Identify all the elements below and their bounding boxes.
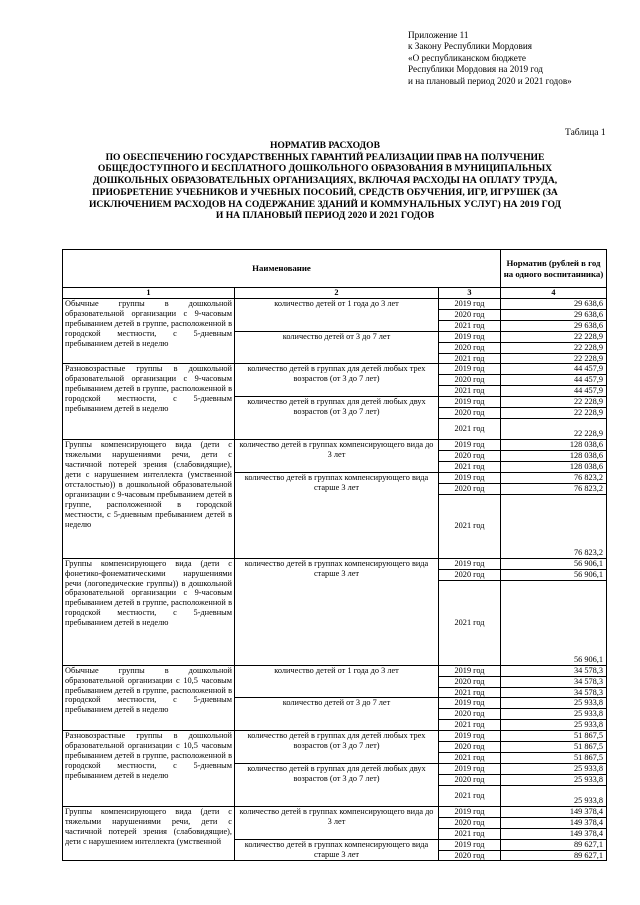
group-name: Группы компенсирующего вида (дети с тяжелыми нарушениями речи, дети с частичной потерей зрения (слабовидящие), дети с нарушением интеллекта (умственной отсталостью)) в дошкольной образовательной организации с 9-часовым пребыванием детей в группе, расположенной в городской местности, с 5-дневным пребыванием детей в неделю — [63, 440, 235, 558]
category-cell: количество детей в группах компенсирующего вида старше 3 лет — [235, 472, 439, 558]
category-cell: количество детей в группах для детей любых трех возрастов (от 3 до 7 лет) — [235, 731, 439, 764]
value-cell: 25 933,8 — [501, 698, 607, 709]
header-row — [63, 250, 607, 288]
year-cell: 2019 год — [439, 806, 501, 817]
year-cell: 2020 год — [439, 451, 501, 462]
title-line: ПРИОБРЕТЕНИЕ УЧЕБНИКОВ И УЧЕБНЫХ ПОСОБИЙ, СРЕДСТВ ОБУЧЕНИЯ, ИГР, ИГРУШЕК (ЗА — [92, 186, 558, 198]
year-cell: 2021 год — [439, 828, 501, 839]
year-cell: 2021 год — [439, 752, 501, 763]
value-cell: 25 933,8 — [501, 720, 607, 731]
year-cell: 2021 год — [439, 785, 501, 806]
appendix-line: «О республиканском бюджете — [408, 52, 526, 63]
table-number: Таблица 1 — [565, 128, 606, 138]
value-cell: 76 823,2 — [501, 494, 607, 558]
value-cell: 44 457,9 — [501, 386, 607, 397]
year-cell: 2020 год — [439, 309, 501, 320]
title-line: И НА ПЛАНОВЫЙ ПЕРИОД 2020 И 2021 ГОДОВ — [215, 210, 435, 222]
column-number: 3 — [439, 288, 501, 299]
value-cell: 89 627,1 — [501, 850, 607, 861]
category-cell: количество детей в группах для детей любых трех возрастов (от 3 до 7 лет) — [235, 364, 439, 397]
value-cell: 29 638,6 — [501, 320, 607, 331]
value-cell: 22 228,9 — [501, 353, 607, 364]
table-row — [63, 665, 607, 676]
year-cell: 2019 год — [439, 440, 501, 451]
year-cell: 2021 год — [439, 418, 501, 439]
year-cell: 2020 год — [439, 774, 501, 785]
value-cell: 34 578,3 — [501, 665, 607, 676]
year-cell: 2021 год — [439, 687, 501, 698]
appendix-note — [408, 30, 572, 87]
value-cell: 25 933,8 — [501, 763, 607, 774]
value-cell: 25 933,8 — [501, 785, 607, 806]
year-cell: 2020 год — [439, 709, 501, 720]
year-cell: 2020 год — [439, 676, 501, 687]
category-cell: количество детей от 3 до 7 лет — [235, 698, 439, 731]
group-name: Обычные группы в дошкольной образовательной организации с 10,5 часовым пребыванием детей в группе, расположенной в городской местности, с 5-дневным пребыванием детей в неделю — [63, 665, 235, 730]
header-name: Наименование — [63, 250, 501, 288]
year-cell: 2021 год — [439, 720, 501, 731]
year-cell: 2019 год — [439, 472, 501, 483]
year-cell: 2021 год — [439, 462, 501, 473]
value-cell: 128 038,6 — [501, 451, 607, 462]
title-line: НОРМАТИВ РАСХОДОВ — [269, 140, 381, 151]
year-cell: 2020 год — [439, 483, 501, 494]
title-line: ОБЩЕДОСТУПНОГО И БЕСПЛАТНОГО ДОШКОЛЬНОГО ОБРАЗОВАНИЯ В МУНИЦИПАЛЬНЫХ — [97, 163, 553, 175]
value-cell: 22 228,9 — [501, 418, 607, 439]
value-cell: 51 867,5 — [501, 731, 607, 742]
year-cell: 2020 год — [439, 850, 501, 861]
year-cell: 2020 год — [439, 375, 501, 386]
value-cell: 22 228,9 — [501, 342, 607, 353]
value-cell: 44 457,9 — [501, 375, 607, 386]
year-cell: 2021 год — [439, 320, 501, 331]
header-norm: Норматив (рублей в год на одного воспитанника) — [501, 250, 607, 288]
value-cell: 22 228,9 — [501, 408, 607, 419]
category-cell: количество детей от 3 до 7 лет — [235, 331, 439, 364]
group-name: Разновозрастные группы в дошкольной образовательной организации с 9-часовым пребыванием детей в группе, расположенной в городской местности, с 5-дневным пребыванием детей в неделю — [63, 364, 235, 440]
value-cell: 22 228,9 — [501, 397, 607, 408]
category-cell: количество детей в группах компенсирующего вида старше 3 лет — [235, 558, 439, 665]
year-cell: 2020 год — [439, 742, 501, 753]
year-cell: 2021 год — [439, 353, 501, 364]
year-cell: 2019 год — [439, 665, 501, 676]
value-cell: 34 578,3 — [501, 687, 607, 698]
value-cell: 76 823,2 — [501, 472, 607, 483]
document-title — [40, 140, 610, 222]
column-number: 2 — [235, 288, 439, 299]
table-row — [63, 440, 607, 451]
title-line: ДОШКОЛЬНЫХ ОБРАЗОВАТЕЛЬНЫХ ОРГАНИЗАЦИЯХ, ВКЛЮЧАЯ РАСХОДЫ НА ОПЛАТУ ТРУДА, — [92, 175, 558, 187]
column-number: 4 — [501, 288, 607, 299]
year-cell: 2019 год — [439, 698, 501, 709]
year-cell: 2020 год — [439, 342, 501, 353]
group-name: Группы компенсирующего вида (дети с тяжелыми нарушениями речи, дети с частичной потерей зрения (слабовидящие), дети с нарушением интеллекта (умственной — [63, 806, 235, 861]
year-cell: 2019 год — [439, 364, 501, 375]
year-cell: 2020 год — [439, 569, 501, 580]
value-cell: 89 627,1 — [501, 839, 607, 850]
year-cell: 2019 год — [439, 558, 501, 569]
appendix-line: к Закону Республики Мордовия — [408, 41, 532, 52]
year-cell: 2020 год — [439, 817, 501, 828]
column-numbers-row — [63, 288, 607, 299]
table-row — [63, 731, 607, 742]
column-number: 1 — [63, 288, 235, 299]
value-cell: 34 578,3 — [501, 676, 607, 687]
value-cell: 56 906,1 — [501, 569, 607, 580]
value-cell: 22 228,9 — [501, 331, 607, 342]
table-row — [63, 364, 607, 375]
year-cell: 2021 год — [439, 386, 501, 397]
value-cell: 76 823,2 — [501, 483, 607, 494]
appendix-line: Республики Мордовия на 2019 год — [408, 64, 543, 75]
appendix-line: Приложение 11 — [408, 30, 469, 40]
category-cell: количество детей в группах компенсирующего вида старше 3 лет — [235, 839, 439, 861]
year-cell: 2019 год — [439, 763, 501, 774]
year-cell: 2019 год — [439, 839, 501, 850]
year-cell: 2020 год — [439, 408, 501, 419]
year-cell: 2021 год — [439, 580, 501, 665]
value-cell: 51 867,5 — [501, 742, 607, 753]
category-cell: количество детей в группах компенсирующего вида до 3 лет — [235, 440, 439, 473]
group-name: Группы компенсирующего вида (дети с фонетико-фонематическими нарушениями речи (логопедические группы)) в дошкольной образовательной организации с 9-часовым пребыванием детей в группе, расположенной в городской местности, с 5-дневным пребыванием детей в неделю — [63, 558, 235, 665]
category-cell: количество детей в группах для детей любых двух возрастов (от 3 до 7 лет) — [235, 397, 439, 440]
category-cell: количество детей в группах компенсирующего вида до 3 лет — [235, 806, 439, 839]
group-name: Обычные группы в дошкольной образовательной организации с 9-часовым пребыванием детей в группе, расположенной в городской местности, с 5-дневным пребыванием детей в неделю — [63, 299, 235, 364]
value-cell: 56 906,1 — [501, 580, 607, 665]
year-cell: 2019 год — [439, 331, 501, 342]
title-line: ПО ОБЕСПЕЧЕНИЮ ГОСУДАРСТВЕННЫХ ГАРАНТИЙ РЕАЛИЗАЦИИ ПРАВ НА ПОЛУЧЕНИЕ — [105, 151, 545, 163]
year-cell: 2021 год — [439, 494, 501, 558]
category-cell: количество детей от 1 года до 3 лет — [235, 665, 439, 698]
value-cell: 25 933,8 — [501, 774, 607, 785]
value-cell: 128 038,6 — [501, 440, 607, 451]
category-cell: количество детей от 1 года до 3 лет — [235, 299, 439, 332]
appendix-line: и на плановый период 2020 и 2021 годов» — [408, 75, 572, 86]
value-cell: 128 038,6 — [501, 462, 607, 473]
norm-table — [62, 249, 607, 861]
table-row — [63, 806, 607, 817]
value-cell: 29 638,6 — [501, 299, 607, 310]
value-cell: 149 378,4 — [501, 806, 607, 817]
value-cell: 51 867,5 — [501, 752, 607, 763]
year-cell: 2019 год — [439, 731, 501, 742]
value-cell: 149 378,4 — [501, 817, 607, 828]
title-line: ИСКЛЮЧЕНИЕМ РАСХОДОВ НА СОДЕРЖАНИЕ ЗДАНИЙ И КОММУНАЛЬНЫХ УСЛУГ) НА 2019 ГОД — [88, 198, 562, 210]
value-cell: 25 933,8 — [501, 709, 607, 720]
year-cell: 2019 год — [439, 397, 501, 408]
year-cell: 2019 год — [439, 299, 501, 310]
category-cell: количество детей в группах для детей любых двух возрастов (от 3 до 7 лет) — [235, 763, 439, 806]
group-name: Разновозрастные группы в дошкольной образовательной организации с 10,5 часовым пребыванием детей в группе, расположенной в городской местности, с 5-дневным пребыванием детей в неделю — [63, 731, 235, 807]
table-row — [63, 558, 607, 569]
value-cell: 44 457,9 — [501, 364, 607, 375]
value-cell: 56 906,1 — [501, 558, 607, 569]
value-cell: 29 638,6 — [501, 309, 607, 320]
value-cell: 149 378,4 — [501, 828, 607, 839]
table-row — [63, 299, 607, 310]
